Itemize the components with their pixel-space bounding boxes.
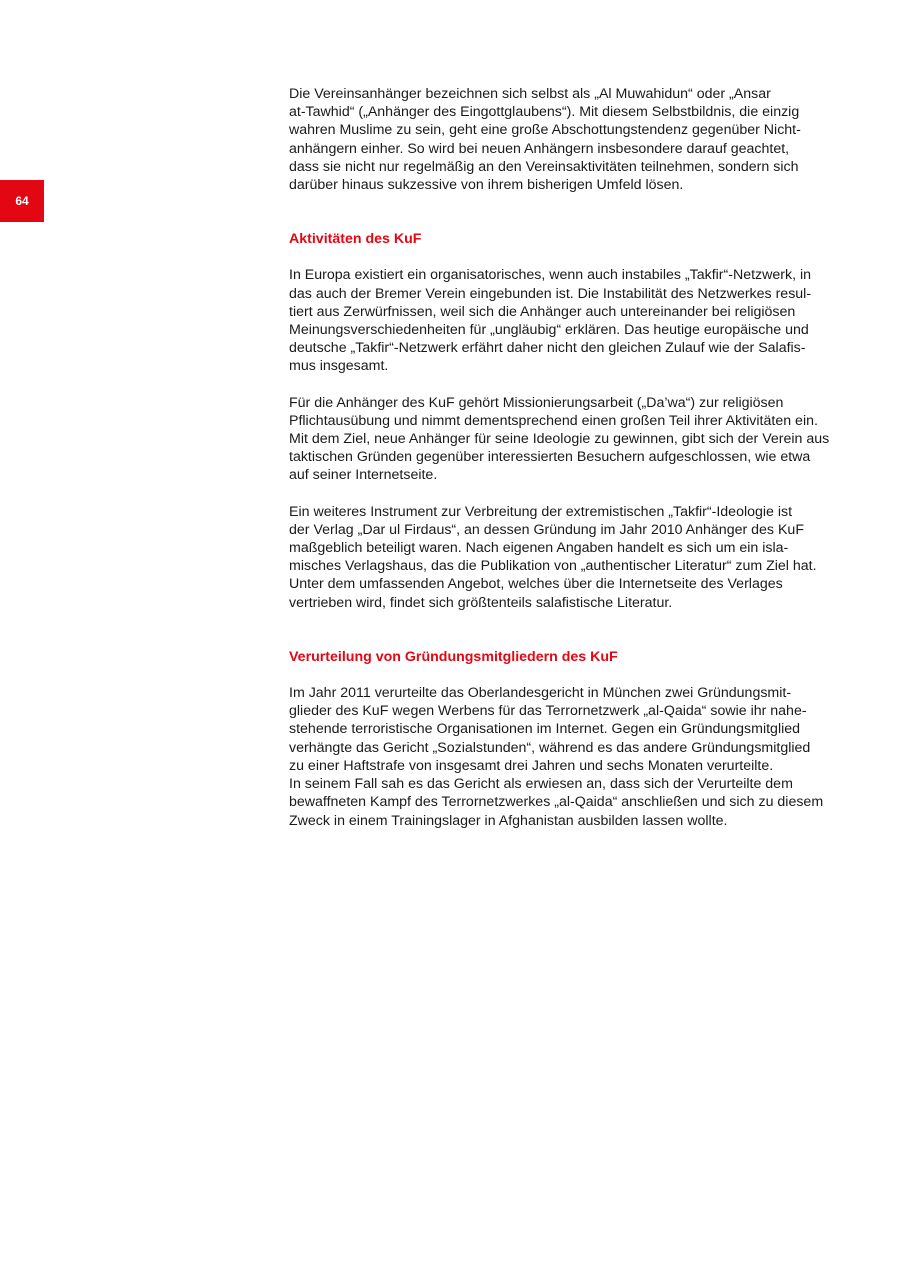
text-line: Für die Anhänger des KuF gehört Missionierungsarbeit („Da’wa“) zur religiösen	[289, 394, 784, 411]
text-line: In Europa existiert ein organisatorisches, wenn auch instabiles „Takfir“-Netzwerk, in	[289, 267, 812, 284]
text-line: auf seiner Internetseite.	[289, 467, 438, 484]
activities-paragraph-2	[289, 394, 841, 485]
activities-paragraph-3	[289, 503, 841, 612]
text-line: verhängte das Gericht „Sozialstunden“, während es das andere Gründungsmitglied	[289, 739, 811, 756]
text-line: Pflichtausübung und nimmt dementsprechend einen großen Teil ihrer Aktivitäten ein.	[289, 412, 818, 429]
text-line: Meinungsverschiedenheiten für „ungläubig“ erklären. Das heutige europäische und	[289, 322, 809, 339]
text-line: das auch der Bremer Verein eingebunden ist. Die Instabilität des Netzwerkes resul-	[289, 285, 812, 302]
text-line: deutsche „Takfir“-Netzwerk erfährt daher nicht den gleichen Zulauf wie der Salafis-	[289, 340, 806, 357]
text-line: bewaffneten Kampf des Terrornetzwerkes „al-Qaida“ anschließen und sich zu diesem	[289, 794, 824, 811]
text-line: darüber hinaus sukzessive von ihrem bisherigen Umfeld lösen.	[289, 177, 684, 194]
text-line: Mit dem Ziel, neue Anhänger für seine Ideologie zu gewinnen, gibt sich der Verein aus	[289, 431, 830, 448]
text-line: Zweck in einem Trainingslager in Afghanistan ausbilden lassen wollte.	[289, 812, 728, 829]
text-line: glieder des KuF wegen Werbens für das Terrornetzwerk „al-Qaida“ sowie ihr nahe-	[289, 703, 807, 720]
text-line: misches Verlagshaus, das die Publikation von „authentischer Literatur“ zum Ziel hat.	[289, 558, 817, 575]
text-line: tiert aus Zerwürfnissen, weil sich die Anhänger auch untereinander bei religiösen	[289, 303, 796, 320]
text-line: In seinem Fall sah es das Gericht als erwiesen an, dass sich der Verurteilte dem	[289, 776, 793, 793]
text-line: taktischen Gründen gegenüber interessierten Besuchern aufgeschlossen, wie etwa	[289, 449, 811, 466]
text-line: der Verlag „Dar ul Firdaus“, an dessen Gründung im Jahr 2010 Anhänger des KuF	[289, 521, 804, 538]
text-line: at-Tawhid“ („Anhänger des Eingottglaubens“). Mit diesem Selbstbildnis, die einzig	[289, 104, 800, 121]
text-line: anhängern einher. So wird bei neuen Anhängern insbesondere darauf geachtet,	[289, 140, 790, 157]
text-line: dass sie nicht nur regelmäßig an den Vereinsaktivitäten teilnehmen, sondern sich	[289, 158, 799, 175]
page-number-tab	[0, 180, 44, 222]
text-line: mus insgesamt.	[289, 358, 389, 375]
text-line: Die Vereinsanhänger bezeichnen sich selbst als „Al Muwahidun“ oder „Ansar	[289, 86, 771, 102]
text-line: zu einer Haftstrafe von insgesamt drei Jahren und sechs Monaten verurteilte.	[289, 757, 774, 774]
text-line: wahren Muslime zu sein, geht eine große Abschottungstendenz gegenüber Nicht-	[289, 122, 801, 139]
intro-paragraph	[289, 85, 841, 194]
page-number: 64	[15, 194, 29, 208]
section-heading-convictions: Verurteilung von Gründungsmitgliedern des KuF	[289, 648, 618, 665]
text-line: vertrieben wird, findet sich größtenteils salafistische Literatur.	[289, 594, 673, 611]
article-body	[289, 85, 841, 830]
text-line: stehende terroristische Organisationen im Internet. Gegen ein Gründungsmitglied	[289, 721, 801, 738]
convictions-paragraph	[289, 684, 841, 830]
section-heading-activities: Aktivitäten des KuF	[289, 231, 422, 248]
text-line: Ein weiteres Instrument zur Verbreitung der extremistischen „Takfir“-Ideologie ist	[289, 503, 793, 520]
text-line: Unter dem umfassenden Angebot, welches über die Internetseite des Verlages	[289, 576, 783, 593]
text-line: Im Jahr 2011 verurteilte das Oberlandesgericht in München zwei Gründungsmit-	[289, 685, 792, 702]
activities-paragraph-1	[289, 266, 841, 375]
text-line: maßgeblich beteiligt waren. Nach eigenen Angaben handelt es sich um ein isla-	[289, 540, 789, 557]
